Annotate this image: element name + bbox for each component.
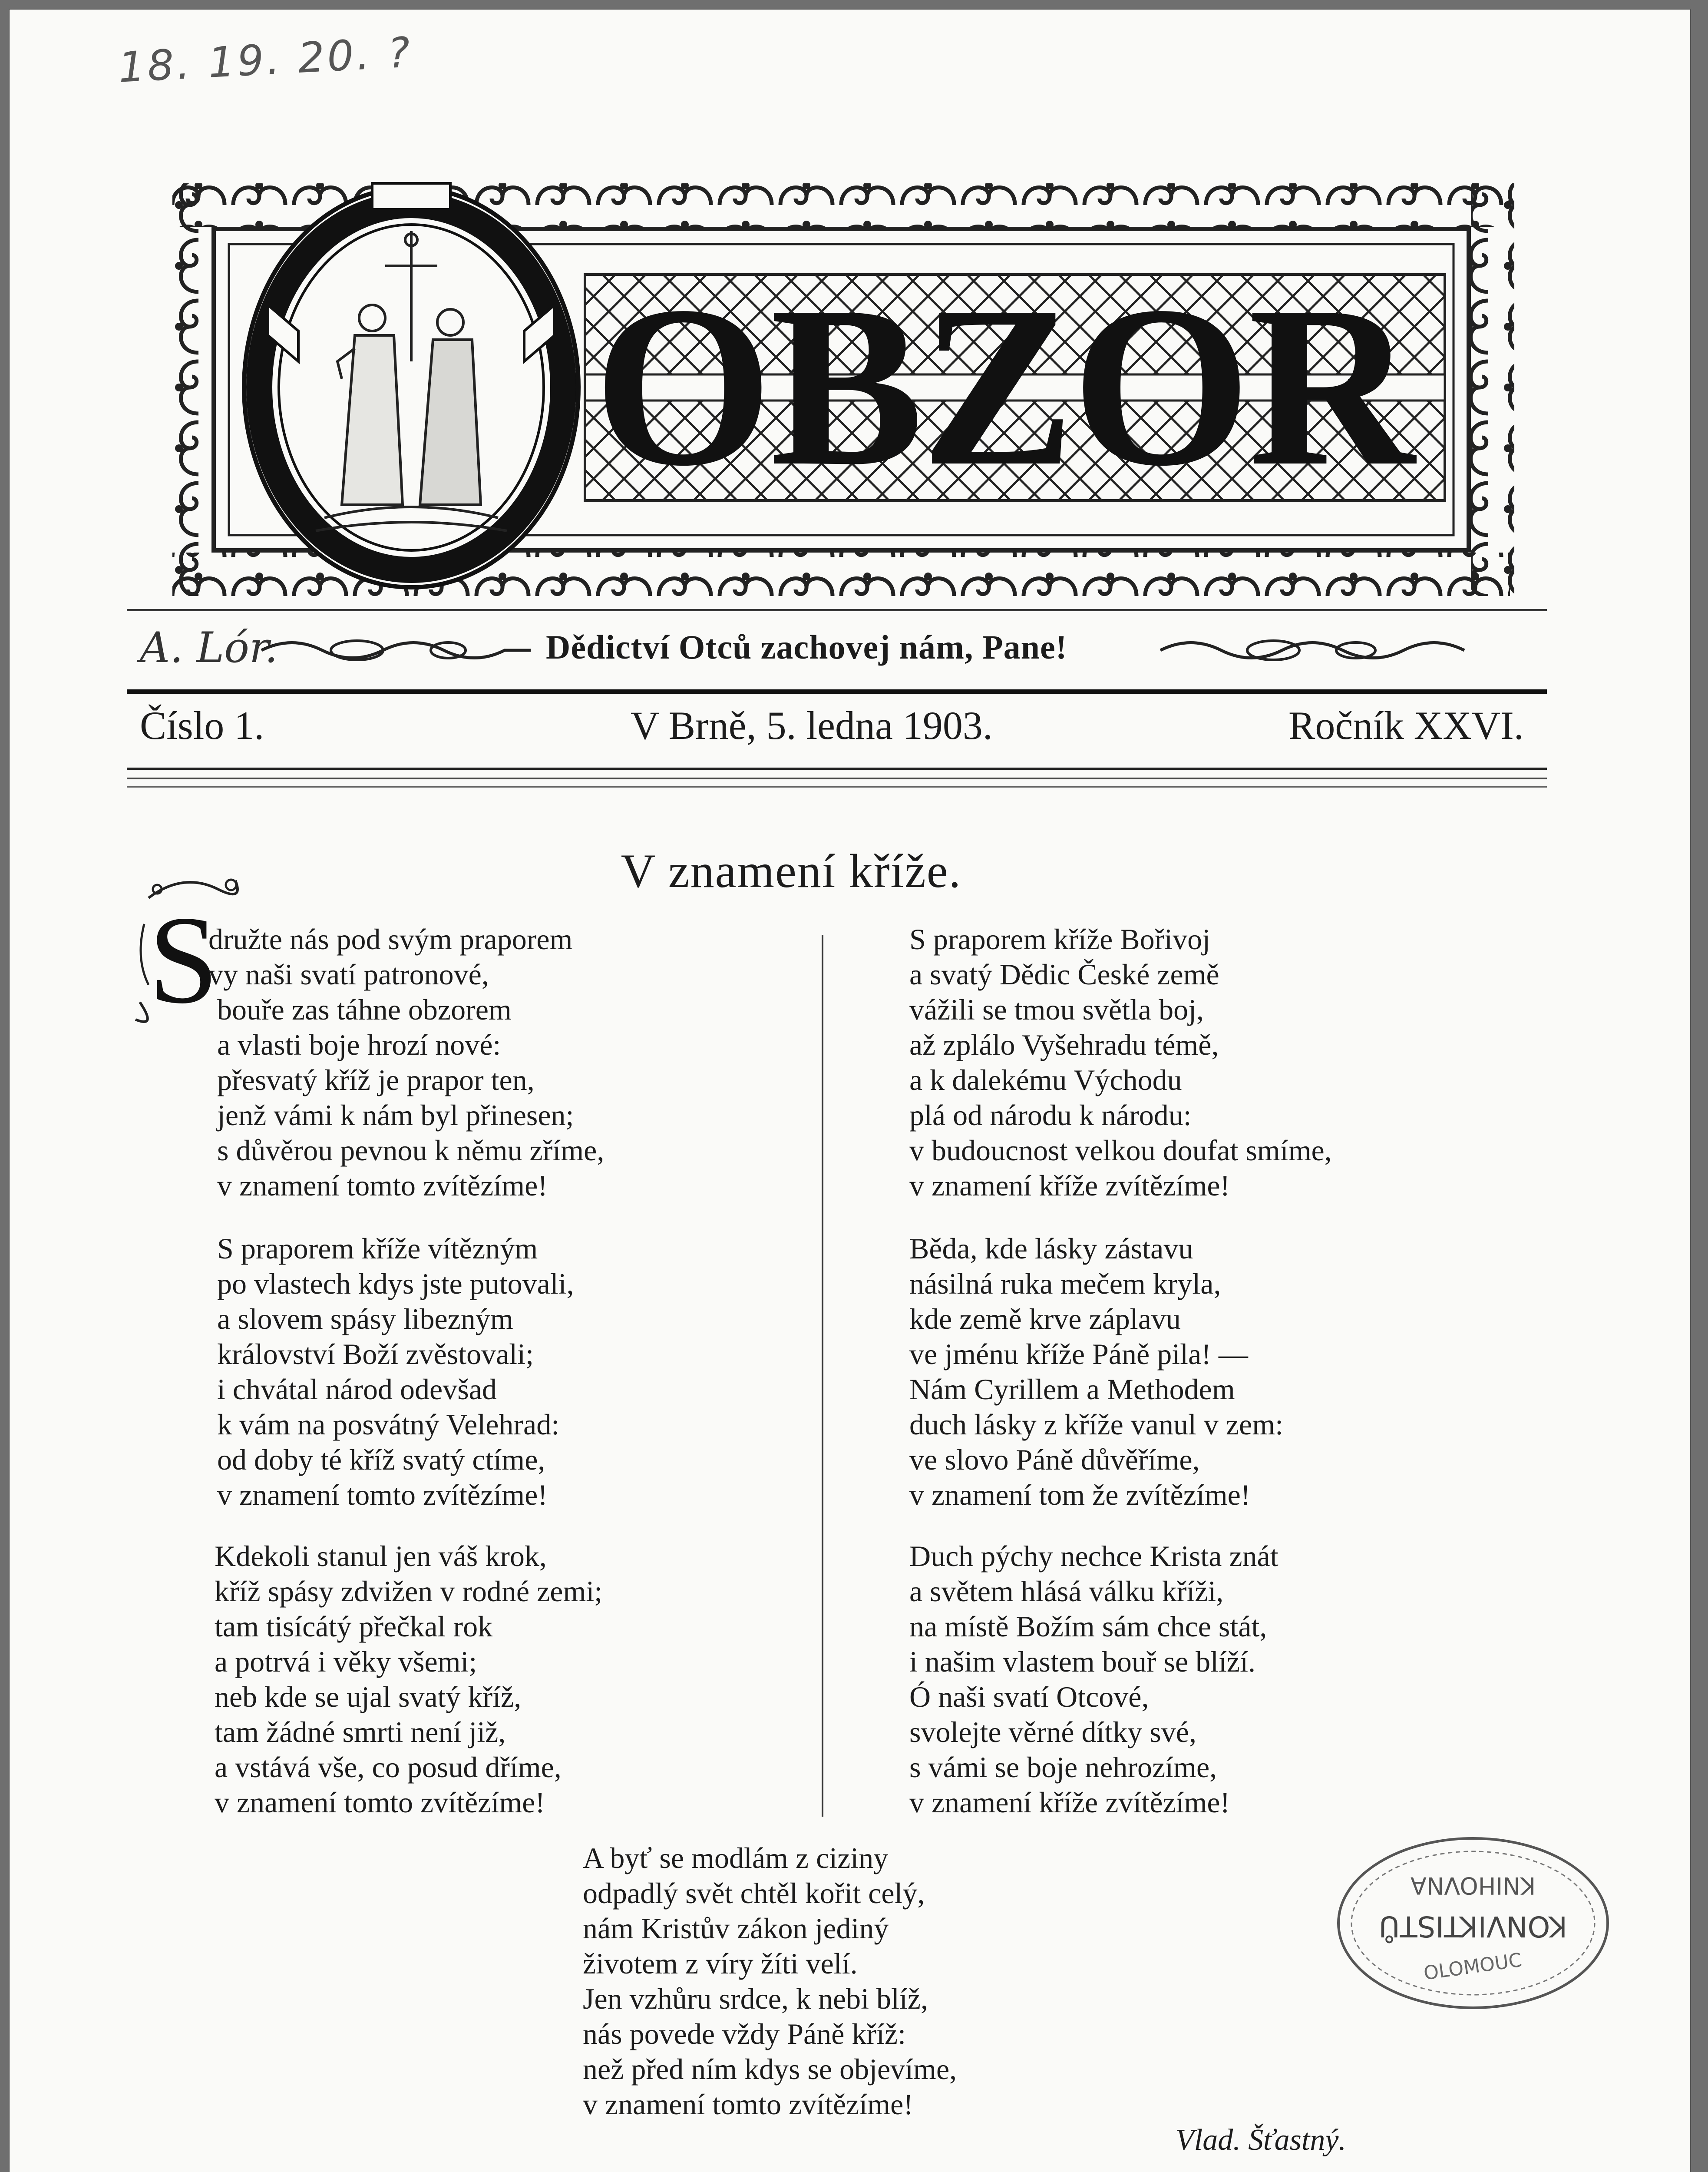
poem-line: a vlasti boje hrozí nové: — [217, 1028, 501, 1061]
poem-line: a vstává vše, co posud dříme, — [215, 1751, 562, 1784]
stamp-line: OLOMOUC — [1422, 1949, 1523, 1985]
poem-line: a potrvá i věky všemi; — [215, 1645, 477, 1678]
issue-info-row — [140, 702, 1547, 755]
poem-line: v znamení kříže zvítězíme! — [909, 1786, 1230, 1819]
poem-line: než před ním kdys se objevíme, — [583, 2053, 957, 2086]
poem-line: Běda, kde lásky zástavu — [909, 1232, 1193, 1265]
poem-line: Kdekoli stanul jen váš krok, — [215, 1540, 547, 1573]
poem-line: životem z víry žíti velí. — [583, 1947, 858, 1980]
poem-line: v znamení kříže zvítězíme! — [909, 1169, 1230, 1202]
poem-line: až zplálo Vyšehradu témě, — [909, 1028, 1219, 1061]
motto-ornament-right — [1156, 633, 1469, 668]
poem-line: svolejte věrné dítky své, — [909, 1715, 1196, 1748]
poem-line: Duch pýchy nechce Krista znát — [909, 1540, 1279, 1573]
poem-line: i našim vlastem bouř se blíží. — [909, 1645, 1255, 1678]
poem-line: království Boží zvěstovali; — [217, 1338, 534, 1371]
handwritten-signature: A. Lór. — [140, 623, 278, 672]
poem-line: v znamení tomto zvítězíme! — [583, 2088, 913, 2121]
poem-line: duch lásky z kříže vanul v zem: — [909, 1408, 1284, 1441]
poem-line: nás povede vždy Páně kříž: — [583, 2017, 906, 2050]
issue-number: Číslo 1. — [140, 703, 264, 748]
poem-line: ve slovo Páně důvěříme, — [909, 1443, 1200, 1476]
issue-rule-bottom — [127, 768, 1547, 770]
poem-line: a svatý Dědic České země — [909, 958, 1219, 991]
stamp-line: KONVIKTISTŮ — [1378, 1910, 1568, 1943]
poem-line: s důvěrou pevnou k němu zříme, — [217, 1134, 605, 1167]
poem-line: přesvatý kříž je prapor ten, — [217, 1063, 535, 1096]
issue-rule-top — [127, 689, 1547, 694]
issue-volume: Ročník XXVI. — [1288, 703, 1524, 748]
poem-line: S praporem kříže vítězným — [217, 1232, 538, 1265]
poem-line: od doby té kříž svatý ctíme, — [217, 1443, 545, 1476]
poem-line: a slovem spásy libezným — [217, 1302, 513, 1335]
poem-line: S praporem kříže Bořivoj — [909, 923, 1211, 956]
poem-line: družte nás pod svým praporem — [208, 923, 573, 956]
poem-line: neb kde se ujal svatý kříž, — [215, 1680, 522, 1713]
poem-line: tam žádné smrti není již, — [215, 1715, 506, 1748]
poem-line: kde země krve záplavu — [909, 1302, 1181, 1335]
poem-line: i chvátal národ odevšad — [217, 1373, 497, 1406]
poem-line: po vlastech kdys jste putovali, — [217, 1267, 574, 1300]
column-divider — [822, 935, 823, 1817]
poem-author: Vlad. Šťastný. — [1176, 2123, 1346, 2157]
library-stamp — [1330, 1830, 1616, 2016]
poem-line: Ó naši svatí Otcové, — [909, 1680, 1149, 1713]
stanza-right-3 — [909, 1539, 1279, 1820]
poem-line: A byť se modlám z ciziny — [583, 1841, 889, 1874]
poem-line: nám Kristův zákon jediný — [583, 1912, 889, 1945]
poem-line: v znamení tom že zvítězíme! — [909, 1478, 1251, 1511]
stanza-right-2 — [909, 1231, 1283, 1513]
issue-rule-bottom-3 — [127, 786, 1547, 788]
stanza-final — [583, 1841, 957, 2122]
poem-line: vážili se tmou světla boj, — [909, 993, 1204, 1026]
poem-title: V znamení kříže. — [621, 844, 962, 897]
poem-line: ve jménu kříže Páně pila! — — [909, 1338, 1248, 1371]
poem-line: a světem hlásá válku kříži, — [909, 1575, 1224, 1608]
handwritten-pencil-note: 18. 19. 20. ? — [117, 28, 414, 92]
stanza-left-3 — [215, 1539, 602, 1820]
stanza-right-1 — [909, 922, 1332, 1203]
masthead-banner — [168, 175, 1514, 605]
stanza-left-2 — [217, 1231, 574, 1513]
poem-line: násilná ruka mečem kryla, — [909, 1267, 1221, 1300]
poem-line: v znamení tomto zvítězíme! — [217, 1478, 548, 1511]
stamp-line: KNIHOVNA — [1410, 1872, 1536, 1899]
poem-line: Jen vzhůru srdce, k nebi blíž, — [583, 1982, 928, 2015]
poem-line: na místě Božím sám chce stát, — [909, 1610, 1267, 1643]
document-page — [10, 10, 1690, 2172]
poem-line: s vámi se boje nehrozíme, — [909, 1751, 1217, 1784]
poem-line: vy naši svatí patronové, — [208, 958, 489, 991]
poem-line: v znamení tomto zvítězíme! — [217, 1169, 548, 1202]
poem-line: odpadlý svět chtěl kořit celý, — [583, 1877, 925, 1910]
motto-ornament-left — [257, 633, 535, 668]
poem-line: v budoucnost velkou doufat smíme, — [909, 1134, 1332, 1167]
masthead-title: OBZOR — [594, 258, 1412, 513]
poem-line: jenž vámi k nám byl přinesen; — [217, 1099, 574, 1132]
poem-line: Nám Cyrillem a Methodem — [909, 1373, 1235, 1406]
poem-line: plá od národu k národu: — [909, 1099, 1192, 1132]
poem-line: v znamení tomto zvítězíme! — [215, 1786, 545, 1819]
motto-text: Dědictví Otců zachovej nám, Pane! — [546, 628, 1067, 666]
issue-rule-bottom-2 — [127, 778, 1547, 779]
poem-line: bouře zas táhne obzorem — [217, 993, 512, 1026]
poem-line: a k dalekému Východu — [909, 1063, 1182, 1096]
drop-cap-letter: S — [149, 890, 219, 1030]
motto-row — [140, 616, 1560, 687]
issue-place-date: V Brně, 5. ledna 1903. — [631, 703, 993, 748]
poem-line: tam tisícátý přečkal rok — [215, 1610, 493, 1643]
motto-top-rule — [127, 609, 1547, 611]
poem-line: k vám na posvátný Velehrad: — [217, 1408, 560, 1441]
poem-line: kříž spásy zdvižen v rodné zemi; — [215, 1575, 603, 1608]
stanza-left-1 — [208, 922, 604, 1203]
